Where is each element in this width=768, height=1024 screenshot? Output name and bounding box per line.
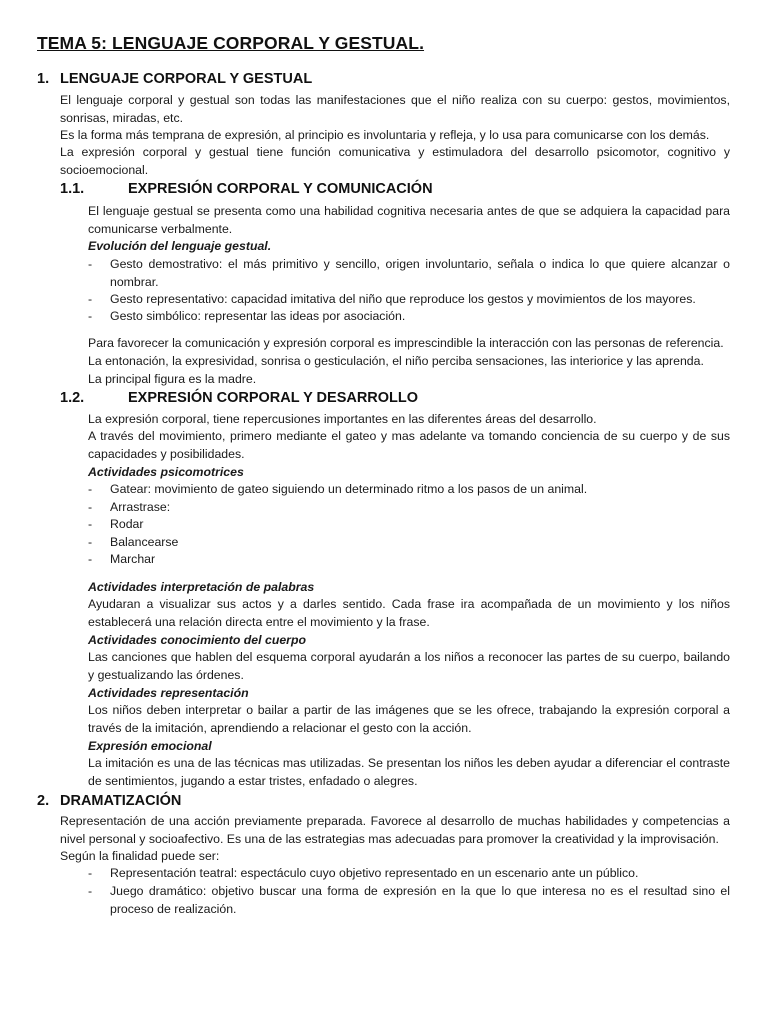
section-number: 2.: [37, 793, 50, 809]
list-item-text: Representación teatral: espectáculo cuyo objetivo representado en un escenario ante un público.: [110, 866, 639, 880]
list-item-text: Gesto simbólico: representar las ideas por asociación.: [110, 309, 406, 323]
section-title: LENGUAJE CORPORAL Y GESTUAL: [60, 71, 313, 87]
list-item-text: Gesto representativo: capacidad imitativa del niño que reproduce los gestos y movimientos de los mayores.: [110, 292, 696, 306]
list-item-text: Arrastrase:: [110, 500, 171, 514]
list-item-text: Juego dramático: objetivo buscar una forma de expresión en la que lo que interesa no es el resultad sino el proceso de realización.: [110, 884, 730, 916]
paragraph: El lenguaje corporal y gestual son todas las manifestaciones que el niño realiza con su cuerpo: gestos, movimientos, sonrisas, miradas, etc.: [60, 93, 730, 125]
paragraph: La expresión corporal y gestual tiene función comunicativa y estimuladora del desarrollo psicomotor, cognitivo y socioemocional.: [60, 145, 730, 177]
page-title: TEMA 5: LENGUAJE CORPORAL Y GESTUAL.: [37, 33, 425, 53]
paragraph: Es la forma más temprana de expresión, al principio es involuntaria y refleja, y lo usa para comunicarse con los demás.: [60, 128, 710, 142]
list-item-text: Gesto demostrativo: el más primitivo y sencillo, origen involuntario, señala o indica lo que quiere alcanzar o nombrar.: [110, 257, 730, 289]
subheading: Actividades conocimiento del cuerpo: [88, 633, 306, 647]
bullet-dash: -: [88, 866, 93, 880]
bullet-dash: -: [88, 552, 93, 566]
paragraph: La expresión corporal, tiene repercusiones importantes en las diferentes áreas del desarrollo.: [88, 412, 597, 426]
section-number: 1.2.: [60, 390, 85, 406]
list-item-text: Rodar: [110, 517, 144, 531]
bullet-dash: -: [88, 500, 93, 514]
section-number: 1.1.: [60, 181, 85, 197]
bullet-dash: -: [88, 884, 93, 898]
subheading: Actividades representación: [88, 686, 249, 700]
paragraph: Los niños deben interpretar o bailar a partir de las imágenes que se les ofrece, trabajando la expresión corporal a través de la imitación, aprendiendo a relacionar el gesto con la acción.: [88, 703, 730, 735]
subheading: Expresión emocional: [88, 739, 212, 753]
list-item-text: Gatear: movimiento de gateo siguiendo un determinado ritmo a los pasos de un animal.: [110, 482, 588, 496]
section-title: EXPRESIÓN CORPORAL Y DESARROLLO: [128, 390, 419, 406]
paragraph: Según la finalidad puede ser:: [60, 849, 220, 863]
subheading: Actividades psicomotrices: [88, 465, 244, 479]
paragraph: El lenguaje gestual se presenta como una habilidad cognitiva necesaria antes de que se adquiera la capacidad para comunicarse verbalmente.: [88, 204, 730, 236]
paragraph: Ayudaran a visualizar sus actos y a darles sentido. Cada frase ira acompañada de un movimiento y los niños establecerá una relación directa entre el movimiento y la frase.: [88, 597, 730, 629]
paragraph: La principal figura es la madre.: [88, 372, 257, 386]
subheading: Evolución del lenguaje gestual.: [88, 239, 272, 253]
subheading: Actividades interpretación de palabras: [88, 580, 315, 594]
bullet-dash: -: [88, 517, 93, 531]
list-item-text: Marchar: [110, 552, 156, 566]
bullet-dash: -: [88, 292, 93, 306]
paragraph: Para favorecer la comunicación y expresión corporal es imprescindible la interacción con las personas de referencia.: [88, 336, 724, 350]
bullet-dash: -: [88, 482, 93, 496]
section-title: EXPRESIÓN CORPORAL Y COMUNICACIÓN: [128, 181, 433, 197]
paragraph: La entonación, la expresividad, sonrisa o gesticulación, el niño perciba sensaciones, las interiorice y las aprenda.: [88, 354, 704, 368]
section-title: DRAMATIZACIÓN: [60, 793, 182, 809]
paragraph: Las canciones que hablen del esquema corporal ayudarán a los niños a reconocer las partes de su cuerpo, bailando y gestualizando las órdenes.: [88, 650, 730, 682]
bullet-dash: -: [88, 309, 93, 323]
paragraph: La imitación es una de las técnicas mas utilizadas. Se presentan los niños les deben ayudar a diferenciar el contraste de sentimientos, jugando a estar tristes, enfadado o alegres.: [88, 756, 730, 788]
bullet-dash: -: [88, 535, 93, 549]
paragraph: A través del movimiento, primero mediante el gateo y mas adelante va tomando conciencia de su cuerpo y de sus capacidades y posibilidades.: [88, 429, 730, 461]
paragraph: Representación de una acción previamente preparada. Favorece al desarrollo de muchas habilidades y competencias a nivel personal y socioafectivo. Es una de las estrategias mas adecuadas para promover la creatividad y la improvisación.: [60, 814, 730, 846]
list-item-text: Balancearse: [110, 535, 179, 549]
section-number: 1.: [37, 71, 50, 87]
bullet-dash: -: [88, 257, 93, 271]
